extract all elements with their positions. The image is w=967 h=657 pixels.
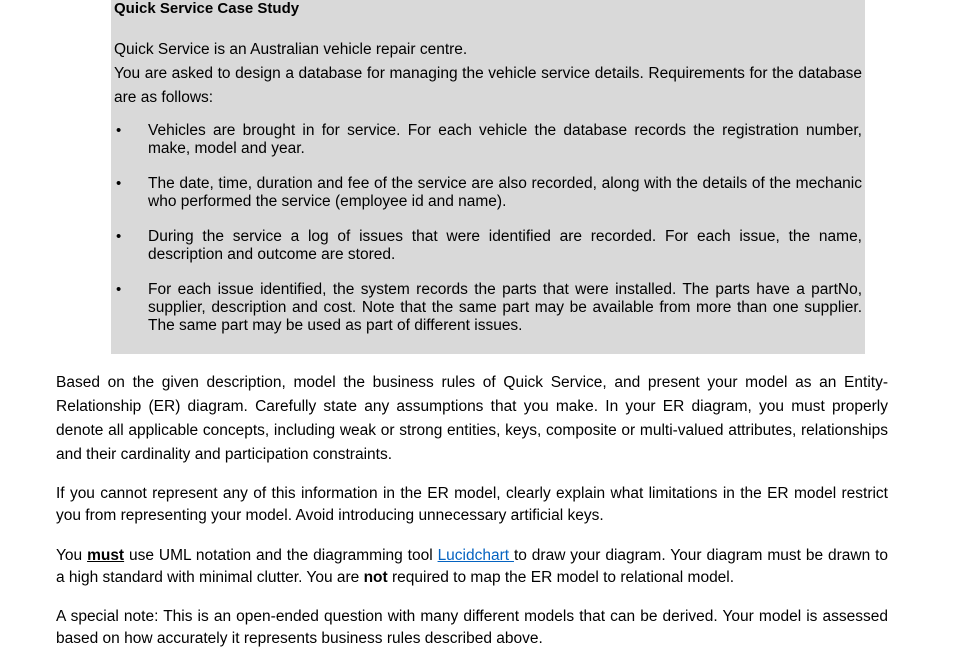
paragraph-text xyxy=(56,545,888,589)
case-study-title: Quick Service Case Study xyxy=(114,0,300,17)
text-fragment: use UML notation and the diagramming tool xyxy=(124,547,438,564)
bullet-icon: • xyxy=(116,281,122,298)
bullet-icon: • xyxy=(116,122,122,139)
text-fragment: to draw your diagram. Your diagram must be drawn to a high standard with minimal clutter. You are xyxy=(56,547,889,586)
emphasis-must: must xyxy=(87,547,125,564)
requirements-list xyxy=(114,122,862,335)
requirement-item xyxy=(114,122,862,158)
requirement-item xyxy=(114,228,862,264)
requirement-text: For each issue identified, the system records the parts that were installed. The parts have a partNo, supplier, description and cost. Note that the same part may be available from more than one supplier. The same part may be used as part of different issues. xyxy=(148,281,862,334)
requirement-item xyxy=(114,281,862,335)
requirement-text: Vehicles are brought in for service. For each vehicle the database records the registration number, make, model and year. xyxy=(148,122,862,157)
instruction-paragraph-note xyxy=(56,606,888,650)
emphasis-not: not xyxy=(363,569,388,586)
case-study-intro xyxy=(114,38,862,110)
paragraph-text: If you cannot represent any of this information in the ER model, clearly explain what limitations in the ER model restrict you from representing your model. Avoid introducing unnecessary artificial keys. xyxy=(56,485,888,524)
requirement-text: The date, time, duration and fee of the service are also recorded, along with the details of the mechanic who performed the service (employee id and name). xyxy=(148,175,862,210)
intro-line-1: Quick Service is an Australian vehicle repair centre. xyxy=(114,41,468,58)
requirement-text: During the service a log of issues that were identified are recorded. For each issue, the name, description and outcome are stored. xyxy=(148,228,862,263)
lucidchart-link[interactable]: Lucidchart xyxy=(437,547,514,564)
instruction-paragraph-model xyxy=(56,371,888,467)
instruction-paragraph-limitations xyxy=(56,483,888,527)
text-fragment: You xyxy=(56,547,88,564)
case-study-box xyxy=(111,0,865,354)
bullet-icon: • xyxy=(116,228,122,245)
intro-line-2: You are asked to design a database for managing the vehicle service details. Requirements for the database are as follows: xyxy=(114,65,862,106)
paragraph-text: A special note: This is an open-ended question with many different models that can be derived. Your model is assessed based on how accurately it represents business rules described above. xyxy=(56,608,888,647)
text-fragment: required to map the ER model to relational model. xyxy=(387,569,735,586)
requirement-item xyxy=(114,175,862,211)
paragraph-text: Based on the given description, model the business rules of Quick Service, and present your model as an Entity-Relationship (ER) diagram. Carefully state any assumptions that you make. In your ER diagram, you must properly denote all applicable concepts, including weak or strong entities, keys, composite or multi-valued attributes, relationships and their cardinality and participation constraints. xyxy=(56,374,888,463)
bullet-icon: • xyxy=(116,175,122,192)
instruction-paragraph-notation xyxy=(56,545,888,589)
